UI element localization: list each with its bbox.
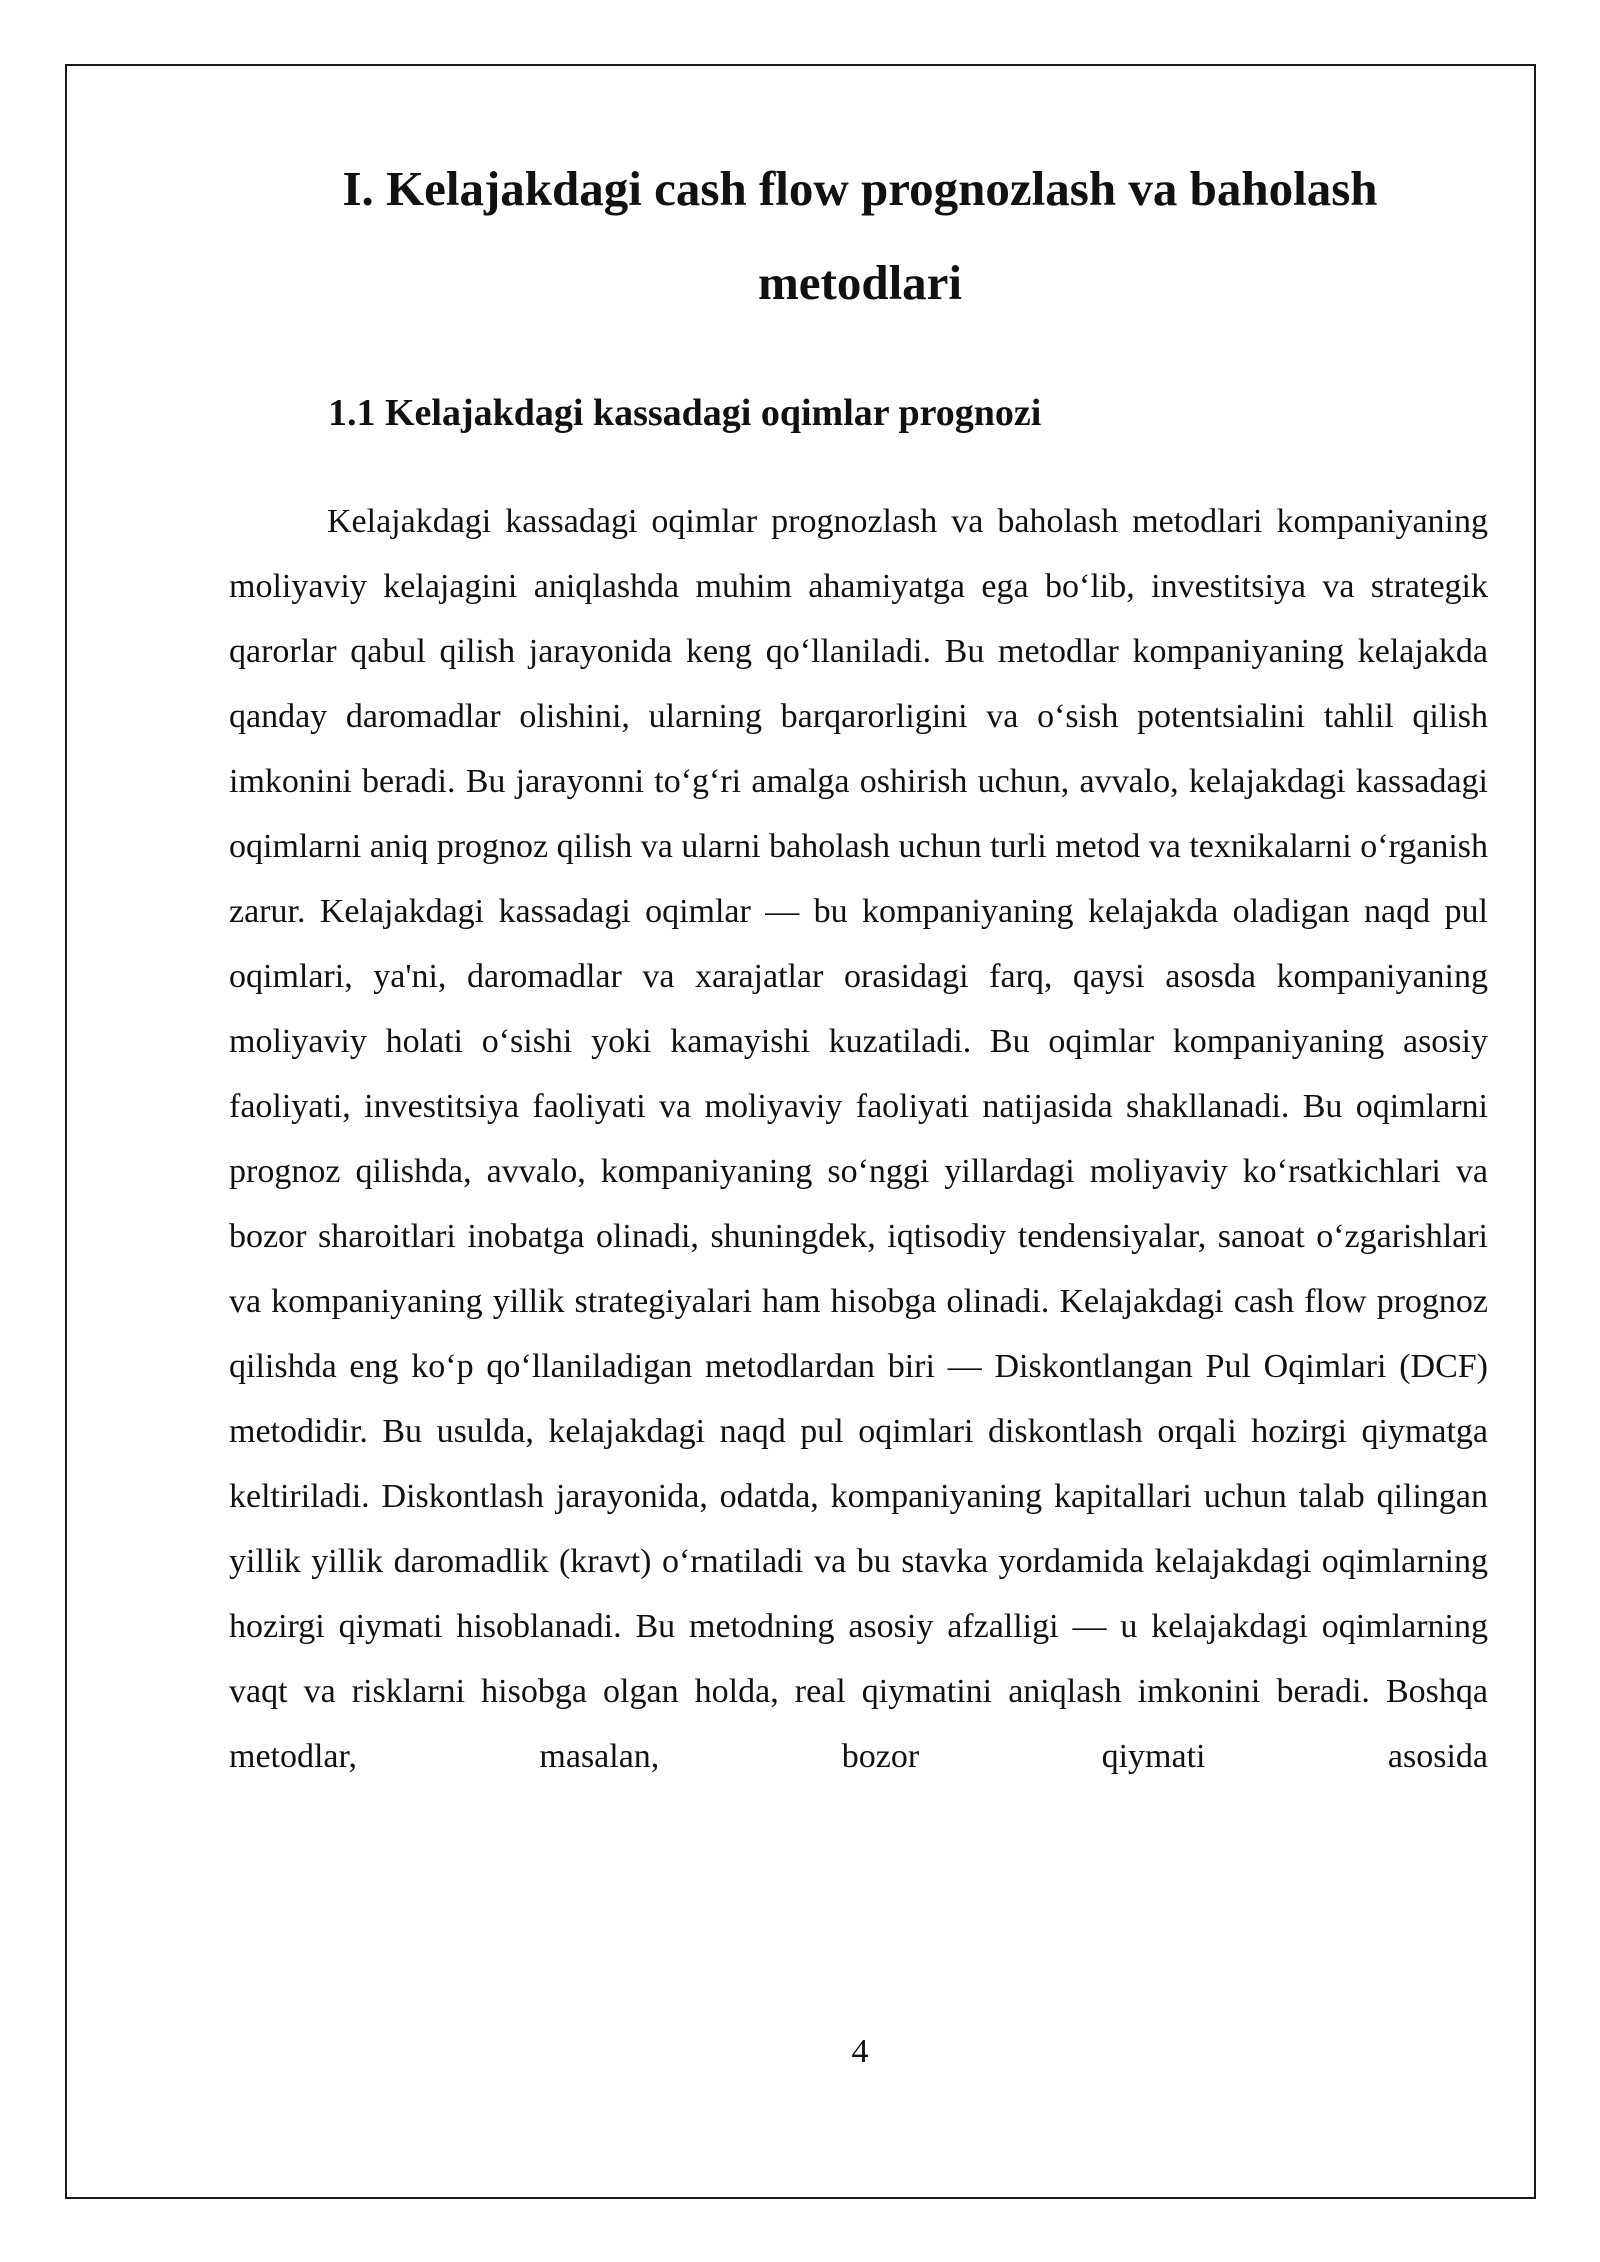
chapter-title: I. Kelajakdagi cash flow prognozlash va baholash metodlari (342, 161, 1378, 310)
section-title: 1.1 Kelajakdagi kassadagi oqimlar prognozi (328, 392, 1042, 434)
body-paragraph: Kelajakdagi kassadagi oqimlar prognozlash va baholash metodlari kompaniyaning moliyaviy kelajagini aniqlashda muhim ahamiyatga ega bo‘lib, investitsiya va strategik qarorlar qabul qilish jarayonida keng qo‘llaniladi. Bu metodlar kompaniyaning kelajakda qanday daromadlar olishini, ularning barqarorligini va o‘sish potentsialini tahlil qilish imkonini beradi. Bu jarayonni to‘g‘ri amalga oshirish uchun, avvalo, kelajakdagi kassadagi oqimlarni aniq prognoz qilish va ularni baholash uchun turli metod va texnikalarni o‘rganish zarur. Kelajakdagi kassadagi oqimlar — bu kompaniyaning kelajakda oladigan naqd pul oqimlari, ya'ni, daromadlar va xarajatlar orasidagi farq, qaysi asosda kompaniyaning moliyaviy holati o‘sishi yoki kamayishi kuzatiladi. Bu oqimlar kompaniyaning asosiy faoliyati, investitsiya faoliyati va moliyaviy faoliyati natijasida shakllanadi. Bu oqimlarni prognoz qilishda, avvalo, kompaniyaning so‘nggi yillardagi moliyaviy ko‘rsatkichlari va bozor sharoitlari inobatga olinadi, shuningdek, iqtisodiy tendensiyalar, sanoat o‘zgarishlari va kompaniyaning yillik strategiyalari ham hisobga olinadi. Kelajakdagi cash flow prognoz qilishda eng ko‘p qo‘llaniladigan metodlardan biri — Diskontlangan Pul Oqimlari (DCF) metodidir. Bu usulda, kelajakdagi naqd pul oqimlari diskontlash orqali hozirgi qiymatga keltiriladi. Diskontlash jarayonida, odatda, kompaniyaning kapitallari uchun talab qilingan yillik yillik daromadlik (kravt) o‘rnatiladi va bu stavka yordamida kelajakdagi oqimlarning hozirgi qiymati hisoblanadi. Bu metodning asosiy afzalligi — u kelajakdagi oqimlarning vaqt va risklarni hisobga olgan holda, real qiymatini aniqlash imkonini beradi. Boshqa metodlar, masalan, bozor qiymati asosida (229, 503, 1488, 1775)
page-number: 4 (851, 2033, 869, 2070)
